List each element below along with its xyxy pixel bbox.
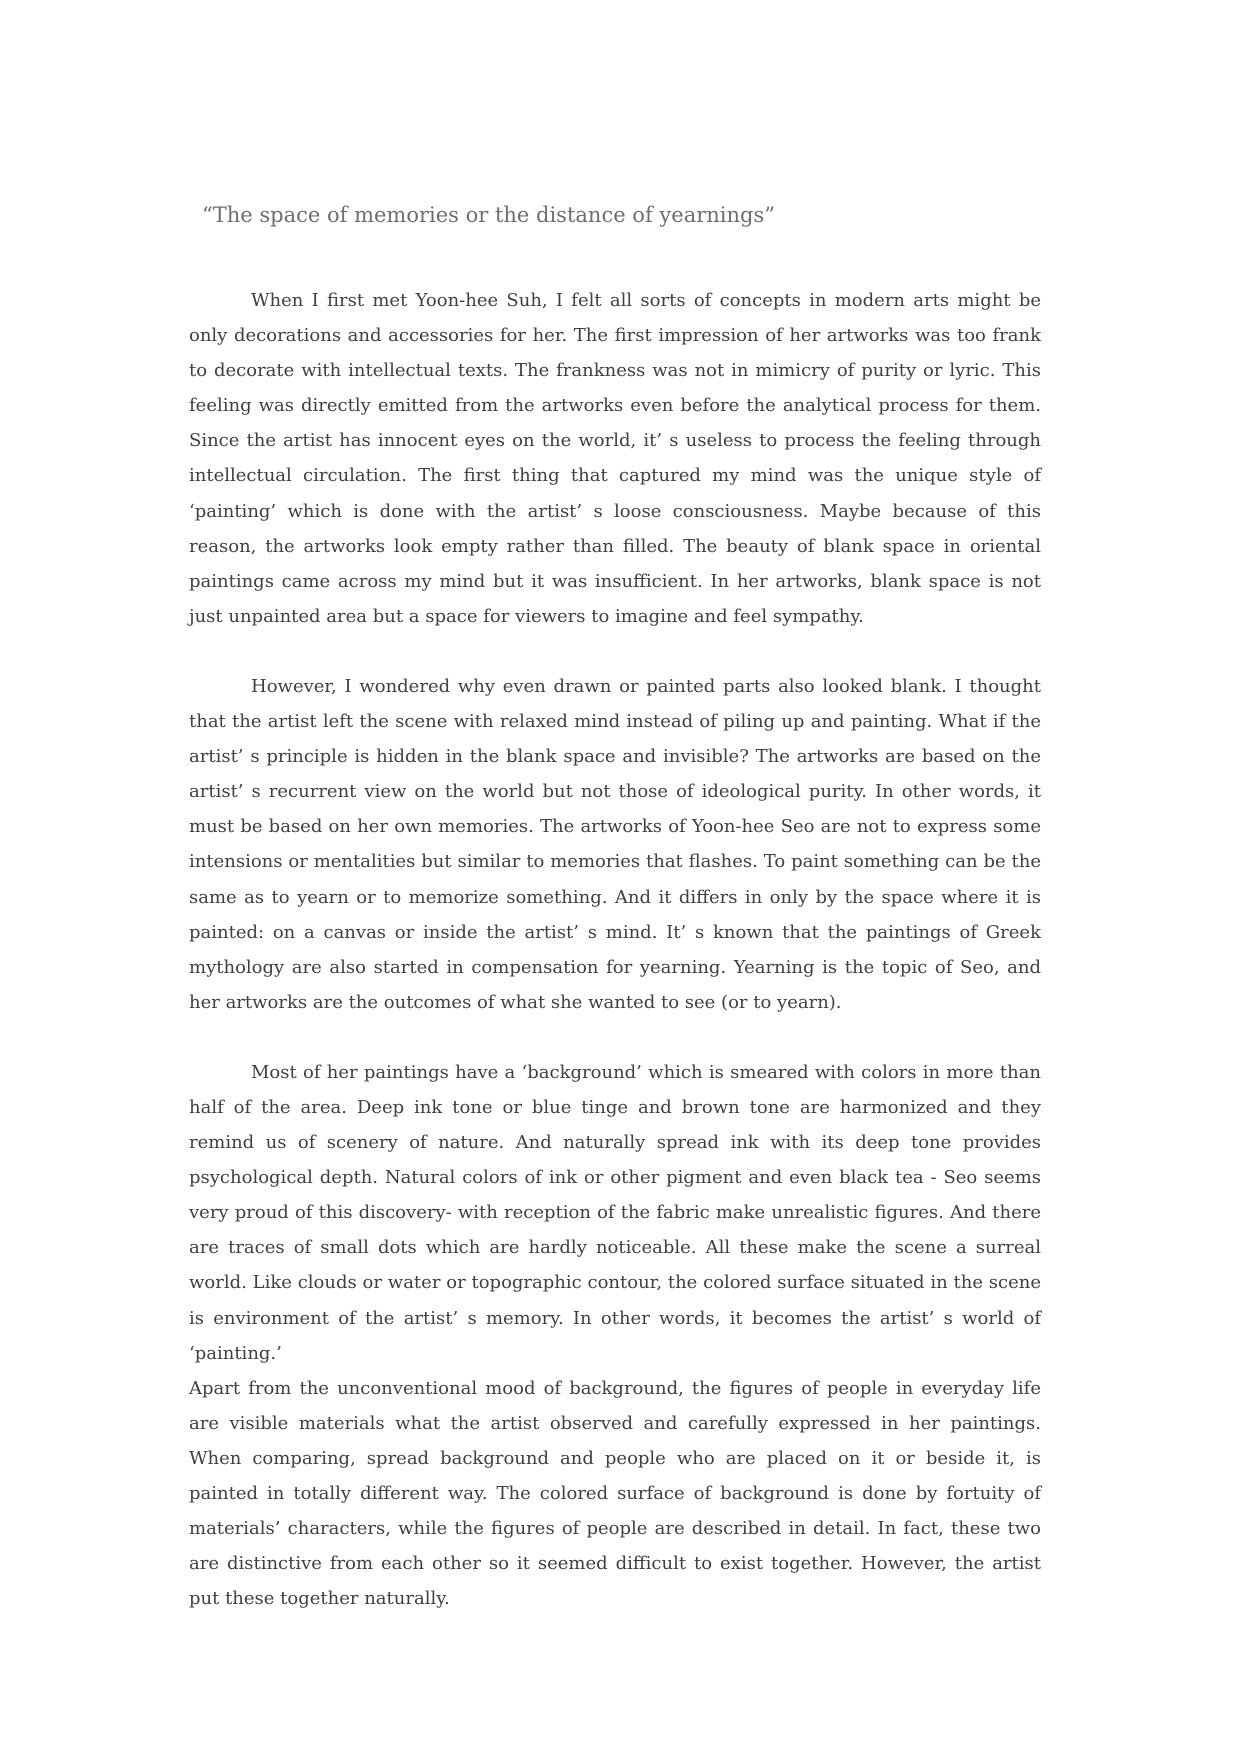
body-paragraph-4: Apart from the unconventional mood of background, the figures of people in everyday life are visible materials what the artist observed and carefully expressed in her paintings. When comparing, spread background and people who are placed on it or beside it, is painted in totally different way. The colored surface of background is done by fortuity of materials’ characters, while the figures of people are described in detail. In fact, these two are distinctive from each other so it seemed difficult to exist together. However, the artist put these together naturally. <box>189 1377 1041 1610</box>
body-paragraph-3: Most of her paintings have a ‘background’ which is smeared with colors in more than half of the area. Deep ink tone or blue tinge and brown tone are harmonized and they remind us of scenery of nature. And naturally spread ink with its deep tone provides psychological depth. Natural colors of ink or other pigment and even black tea - Seo seems very proud of this discovery- with reception of the fabric make unrealistic figures. And there are traces of small dots which are hardly noticeable. All these make the scene a surreal world. Like clouds or water or topographic contour, the colored surface situated in the scene is environment of the artist’ s memory. In other words, it becomes the artist’ s world of ‘painting.’ <box>189 1061 1041 1364</box>
document-title: “The space of memories or the distance of yearnings” <box>202 203 775 227</box>
body-paragraph-2: However, I wondered why even drawn or painted parts also looked blank. I thought that the artist left the scene with relaxed mind instead of piling up and painting. What if the artist’ s principle is hidden in the blank space and invisible? The artworks are based on the artist’ s recurrent view on the world but not those of ideological purity. In other words, it must be based on her own memories. The artworks of Yoon-hee Seo are not to express some intensions or mentalities but similar to memories that flashes. To paint something can be the same as to yearn or to memorize something. And it differs in only by the space where it is painted: on a canvas or inside the artist’ s mind. It’ s known that the paintings of Greek mythology are also started in compensation for yearning. Yearning is the topic of Seo, and her artworks are the outcomes of what she wanted to see (or to yearn). <box>189 675 1041 1013</box>
document-body <box>189 283 1041 1616</box>
body-paragraph-1: When I first met Yoon-hee Suh, I felt all sorts of concepts in modern arts might be only decorations and accessories for her. The first impression of her artworks was too frank to decorate with intellectual texts. The frankness was not in mimicry of purity or lyric. This feeling was directly emitted from the artworks even before the analytical process for them. Since the artist has innocent eyes on the world, it’ s useless to process the feeling through intellectual circulation. The first thing that captured my mind was the unique style of ‘painting’ which is done with the artist’ s loose consciousness. Maybe because of this reason, the artworks look empty rather than filled. The beauty of blank space in oriental paintings came across my mind but it was insufficient. In her artworks, blank space is not just unpainted area but a space for viewers to imagine and feel sympathy. <box>189 290 1041 627</box>
